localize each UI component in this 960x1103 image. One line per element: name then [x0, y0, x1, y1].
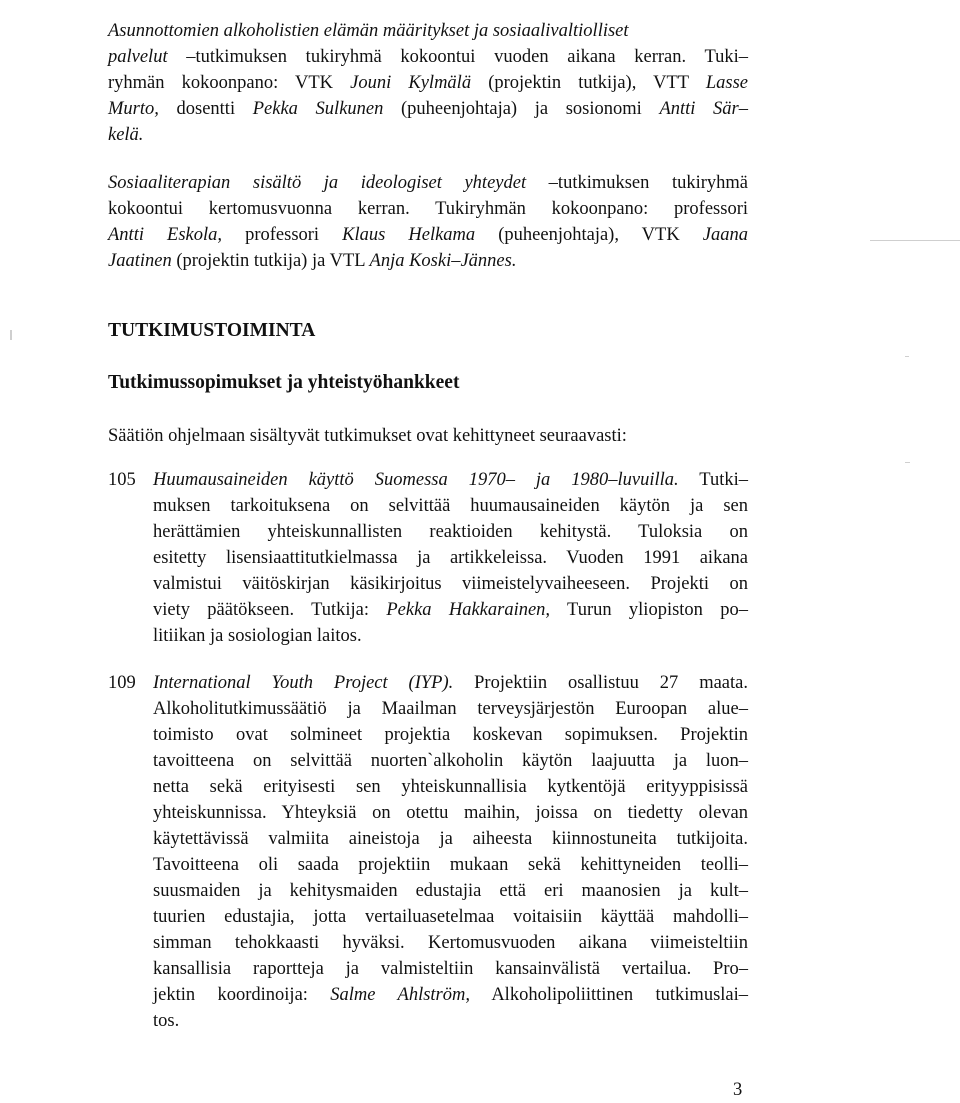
body-text: ryhmän kokoonpano: VTK [108, 73, 351, 93]
text-line: käytettävissä valmiita aineistoja ja aiheesta kiinnostuneita tutkijoita. [153, 829, 748, 849]
scan-artifact [870, 240, 960, 241]
text-line: tavoitteena on selvittää nuorten`alkoholin käytön laajuutta ja luon– [153, 751, 748, 771]
text-line [108, 96, 748, 122]
person-name: Jaatinen [108, 251, 172, 271]
project-title: Sosiaaliterapian sisältö ja ideologiset yhteydet [108, 173, 527, 193]
text-line [108, 248, 748, 274]
person-name: Antti Sär– [659, 99, 748, 119]
paragraph-support-group-1 [108, 18, 748, 148]
person-name: Pekka Hakkarainen, [386, 600, 551, 620]
scan-artifact [905, 462, 910, 463]
text-line [108, 222, 748, 248]
text-line [108, 18, 748, 44]
text-line: simman tehokkaasti hyväksi. Kertomusvuoden aikana viimeisteltiin [153, 933, 748, 953]
person-name: Lasse [705, 73, 748, 93]
page-number: 3 [733, 1080, 743, 1100]
text-line [153, 670, 748, 696]
text-line: tuurien edustajia, jotta vertailuasetelmaa voitaisiin käyttää mahdolli– [153, 907, 748, 927]
text-line [153, 467, 748, 493]
project-title: Huumausaineiden käyttö Suomessa 1970– ja 1980–luvuilla. [153, 470, 679, 490]
scan-artifact [905, 356, 909, 357]
person-name: kelä. [108, 125, 144, 145]
body-text: Tutki– [678, 470, 748, 490]
body-text: –tutkimuksen tukiryhmä kokoontui vuoden aikana kerran. Tuki– [167, 47, 748, 67]
text-line [108, 196, 748, 222]
person-name: Pekka Sulkunen [252, 99, 384, 119]
text-line: litiikan ja sosiologian laitos. [153, 626, 362, 646]
item-109-body [153, 670, 748, 1034]
project-title: palvelut [108, 47, 168, 67]
body-text: Projektiin osallistuu 27 maata. [453, 673, 748, 693]
project-title: International Youth Project (IYP). [153, 673, 454, 693]
body-text: Alkoholipoliittinen tutkimuslai– [469, 985, 749, 1005]
body-text: (projektin tutkija) ja VTL [171, 251, 370, 271]
body-text: (projektin tutkija), VTT [471, 73, 706, 93]
text-line: toimisto ovat solmineet projektia koskevan sopimuksen. Projektin [153, 725, 748, 745]
body-text: dosentti [158, 99, 253, 119]
text-line: Tavoitteena oli saada projektiin mukaan sekä kehittyneiden teolli– [153, 855, 748, 875]
paragraph-support-group-2 [108, 170, 748, 274]
body-text: (puheenjohtaja), VTK [475, 225, 703, 245]
body-text: Turun yliopiston po– [550, 600, 748, 620]
text-line [153, 982, 748, 1008]
text-line [108, 122, 748, 148]
text-line: Alkoholitutkimussäätiö ja Maailman terveysjärjestön Euroopan alue– [153, 699, 748, 719]
item-number: 105 [108, 470, 136, 490]
person-name: Anja Koski–Jännes. [369, 251, 517, 271]
text-line: herättämien yhteiskunnallisten reaktioiden kehitystä. Tuloksia on [153, 522, 748, 542]
intro-text: Säätiön ohjelmaan sisältyvät tutkimukset ovat kehittyneet seuraavasti: [108, 426, 627, 446]
text-line [108, 44, 748, 70]
person-name: Murto, [108, 99, 159, 119]
text-line: esitetty lisensiaattitutkielmassa ja artikkeleissa. Vuoden 1991 aikana [153, 548, 748, 568]
body-text: kokoontui kertomusvuonna kerran. Tukiryhmän kokoonpano: professori [108, 199, 748, 219]
item-number: 109 [108, 673, 136, 693]
text-line: valmistui väitöskirjan käsikirjoitus viimeistelyvaiheeseen. Projekti on [153, 574, 748, 594]
scan-artifact [10, 330, 12, 340]
person-name: Salme Ahlström, [330, 985, 470, 1005]
text-line [108, 170, 748, 196]
person-name: Antti Eskola, [108, 225, 223, 245]
text-line [108, 70, 748, 96]
person-name: Klaus Helkama [342, 225, 476, 245]
item-105-body [153, 467, 748, 649]
text-line: muksen tarkoituksena on selvittää huumausaineiden käytön ja sen [153, 496, 748, 516]
project-title: Asunnottomien alkoholistien elämän määritykset ja sosiaalivaltiolliset [108, 21, 629, 41]
text-line: netta sekä erityisesti sen yhteiskunnallisia kytkentöjä erityyppisissä [153, 777, 748, 797]
text-line: kansallisia raportteja ja valmisteltiin kansainvälistä vertailua. Pro– [153, 959, 748, 979]
text-line: yhteiskunnissa. Yhteyksiä on otettu maihin, joissa on tiedetty olevan [153, 803, 748, 823]
body-text: –tutkimuksen tukiryhmä [526, 173, 749, 193]
body-text: jektin koordinoija: [153, 985, 331, 1005]
text-line: suusmaiden ja kehitysmaiden edustajia että eri maanosien ja kult– [153, 881, 748, 901]
text-line [153, 597, 748, 623]
body-text: (puheenjohtaja) ja sosionomi [383, 99, 660, 119]
body-text: professori [222, 225, 343, 245]
section-heading: TUTKIMUSTOIMINTA [108, 320, 316, 341]
person-name: Jaana [702, 225, 748, 245]
text-line: tos. [153, 1011, 180, 1031]
person-name: Jouni Kylmälä [350, 73, 472, 93]
subsection-heading: Tutkimussopimukset ja yhteistyöhankkeet [108, 372, 460, 393]
body-text: viety päätökseen. Tutkija: [153, 600, 387, 620]
